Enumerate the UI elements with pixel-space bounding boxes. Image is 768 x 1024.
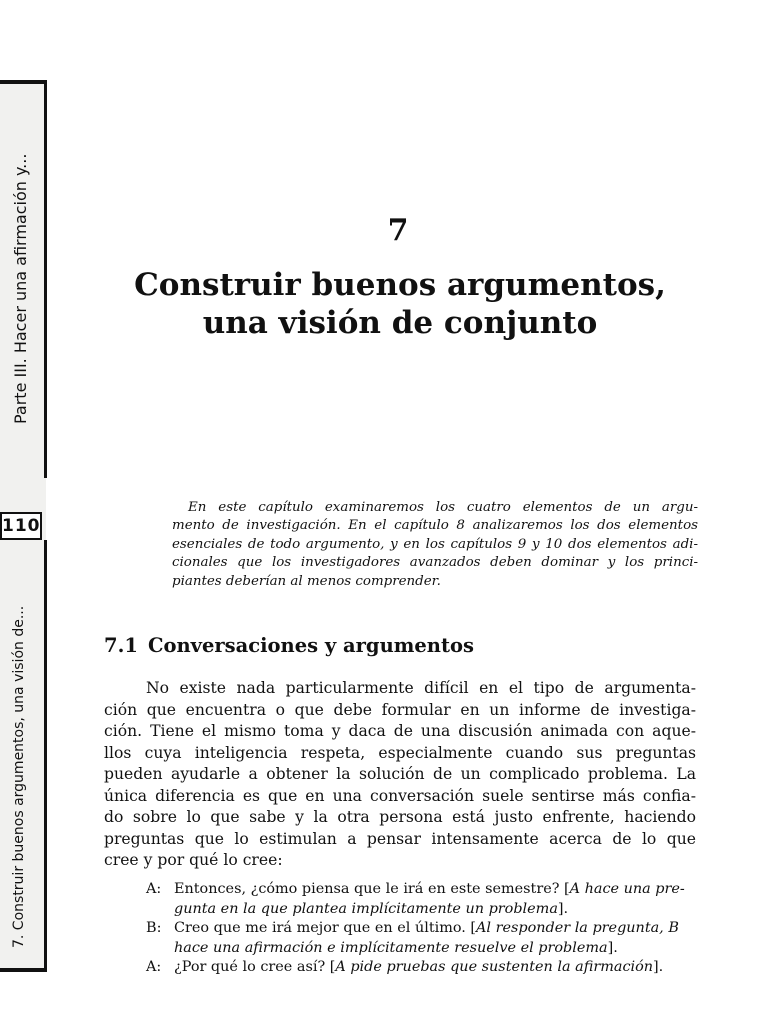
dialogue-text: Entonces, ¿cómo piensa que le irá en este semestre? [ [174, 881, 570, 897]
dialogue-line [174, 939, 698, 959]
intro-line: En este capítulo examinaremos los cuatro elementos de un argu- [188, 500, 698, 515]
body-paragraph [104, 678, 696, 872]
paragraph-line: llos cuya inteligencia respeta, especialmente cuando sus preguntas [104, 743, 696, 762]
running-head-chapter: 7. Construir buenos argumentos, una visión de... [11, 605, 27, 948]
dialogue-line [174, 958, 698, 978]
side-rule-bottom [0, 968, 47, 972]
dialogue-line [174, 919, 698, 939]
chapter-intro [172, 499, 698, 591]
dialogue-speaker: B: [146, 920, 162, 937]
paragraph-line: ción. Tiene el mismo toma y daca de una discusión animada con aque- [104, 722, 696, 740]
chapter-number: 7 [387, 213, 409, 248]
side-rule-top [0, 80, 46, 84]
dialogue-annotation: A hace una pre- [569, 881, 685, 897]
intro-line: cionales que los investigadores avanzados deben dominar y los princi- [172, 555, 698, 571]
dialogue-item [146, 919, 698, 958]
page-number: 110 [0, 512, 42, 540]
section-number: 7.1 [104, 634, 138, 657]
dialogue-line [174, 900, 698, 920]
section-title: Conversaciones y argumentos [147, 634, 474, 657]
dialogue-text: ]. [557, 900, 569, 917]
dialogue-example [146, 880, 698, 978]
dialogue-annotation: hace una afirmación e implícitamente resuelve el problema [174, 939, 608, 956]
chapter-title [90, 266, 710, 342]
chapter-title-line-1: Construir buenos argumentos, [134, 267, 666, 303]
dialogue-annotation: Al responder la pregunta, B [476, 920, 679, 937]
dialogue-text: ¿Por qué lo cree así? [ [174, 959, 336, 976]
paragraph-line: pueden ayudarle a obtener la solución de un complicado problema. La [104, 765, 696, 783]
running-head-part: Parte III. Hacer una afirmación y... [11, 153, 30, 424]
section-heading [104, 634, 474, 657]
paragraph-line: ción que encuentra o que debe formular en un informe de investiga- [104, 700, 696, 719]
dialogue-item [146, 880, 698, 919]
dialogue-text: Creo que me irá mejor que en el último. [ [174, 920, 477, 937]
dialogue-annotation: A pide pruebas que sustenten la afirmación [335, 959, 654, 976]
paragraph-line: preguntas que lo estimulan a pensar intensamente acerca de lo que [104, 829, 696, 848]
dialogue-text: ]. [653, 959, 664, 976]
side-rule-vertical-bottom [44, 540, 47, 972]
paragraph-line: única diferencia es que en una conversación suele sentirse más confia- [104, 786, 696, 805]
chapter-title-line-2: una visión de conjunto [202, 305, 598, 341]
dialogue-annotation: gunta en la que plantea implícitamente un problema [174, 900, 558, 917]
intro-line: esenciales de todo argumento, y en los capítulos 9 y 10 dos elementos adi- [172, 536, 698, 552]
dialogue-speaker: A: [146, 881, 162, 897]
intro-line: mento de investigación. En el capítulo 8 analizaremos los dos elementos [172, 518, 698, 534]
dialogue-line [174, 880, 698, 900]
paragraph-line: cree y por qué lo cree: [104, 851, 283, 869]
paragraph-line: do sobre lo que sabe y la otra persona está justo enfrente, haciendo [104, 808, 696, 826]
dialogue-text: ]. [607, 939, 618, 956]
dialogue-item [146, 958, 698, 978]
dialogue-speaker: A: [146, 959, 162, 976]
paragraph-line: No existe nada particularmente difícil en el tipo de argumenta- [146, 679, 696, 697]
intro-line: piantes deberían al menos comprender. [172, 573, 441, 589]
side-rule-vertical-top [44, 80, 47, 478]
